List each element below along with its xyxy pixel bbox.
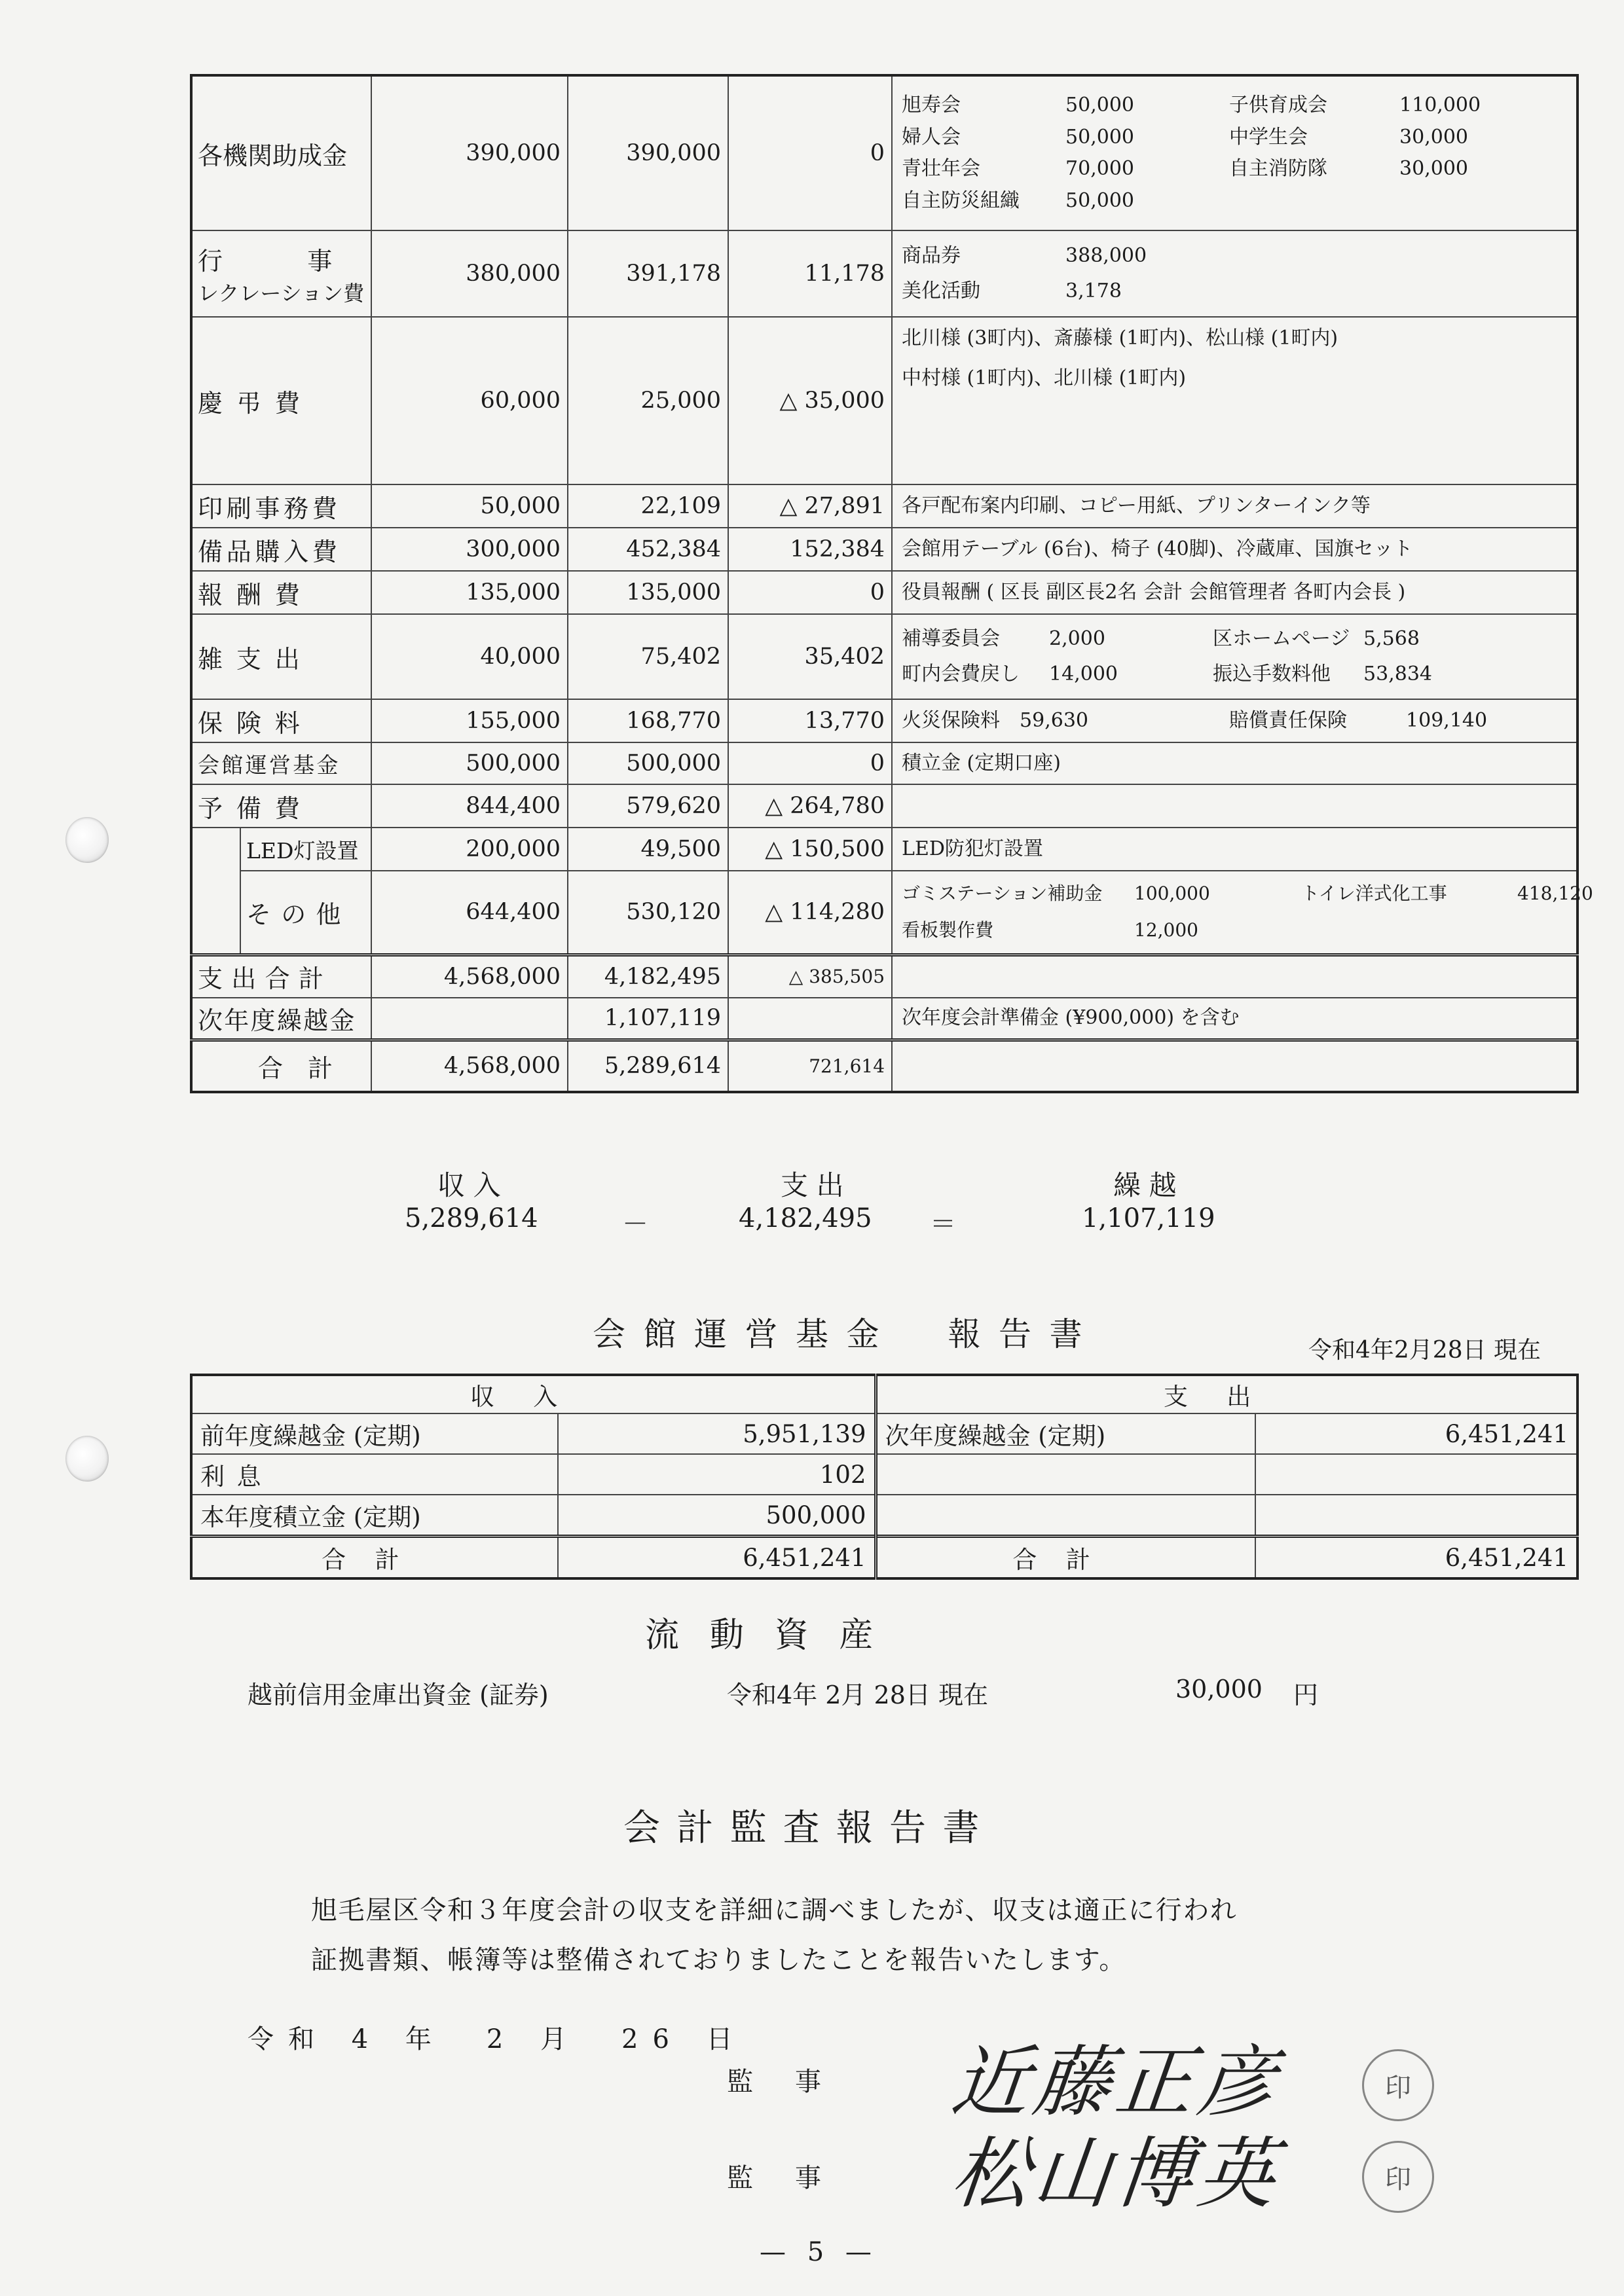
note-cell: 役員報酬 ( 区長 副区長2名 会計 会館管理者 各町内会長 )	[892, 571, 1578, 614]
actual-cell: 390,000	[568, 75, 728, 230]
current-assets-title: 流動資産	[645, 1616, 904, 1655]
asset-unit: 円	[1293, 1681, 1319, 1709]
auditor-signature-1: 近藤正彦	[947, 2037, 1285, 2127]
budget-cell: 135,000	[371, 571, 568, 614]
note-cell: LED防犯灯設置	[892, 828, 1578, 871]
audit-report-title: 会計監査報告書	[623, 1807, 996, 1850]
diff-cell: △ 27,891	[728, 484, 892, 528]
summary-equals: ＝	[930, 1209, 956, 1239]
actual-cell: 168,770	[568, 699, 728, 742]
summary-income-label: 収入	[437, 1169, 509, 1201]
note-cell: ゴミステーション補助金 100,000 トイレ洋式化工事 418,120 看板製作費 12,000	[892, 871, 1578, 955]
diff-cell: △ 385,505	[728, 955, 892, 998]
budget-cell: 644,400	[371, 871, 568, 955]
table-row	[191, 75, 1578, 230]
table-row	[191, 1495, 1578, 1537]
diff-cell: △ 264,780	[728, 784, 892, 828]
punch-hole-top	[65, 817, 109, 863]
table-row	[191, 1040, 1578, 1092]
fund-total-row	[191, 1537, 1578, 1579]
auditor-role-1: 監事	[727, 2067, 863, 2097]
fund-expense-header: 支出	[876, 1375, 1578, 1413]
item-label: 予備費	[191, 784, 371, 828]
table-row	[191, 871, 1578, 955]
item-label: 報酬費	[191, 571, 371, 614]
fund-income-amount: 102	[558, 1454, 876, 1495]
diff-cell: 35,402	[728, 614, 892, 699]
summary-minus: －	[622, 1209, 648, 1239]
actual-cell: 452,384	[568, 528, 728, 571]
note-cell	[892, 1040, 1578, 1092]
asset-amount: 30,000	[1175, 1675, 1263, 1704]
item-label: 行 事 レクレーション費	[191, 230, 371, 317]
table-row	[191, 528, 1578, 571]
note-cell: 商品券 388,000 美化活動 3,178	[892, 230, 1578, 317]
fund-income-total-label: 合計	[191, 1537, 558, 1579]
table-row	[191, 484, 1578, 528]
budget-cell	[371, 998, 568, 1040]
actual-cell: 75,402	[568, 614, 728, 699]
table-row	[191, 699, 1578, 742]
note-cell: 各戸配布案内印刷、コピー用紙、プリンターインク等	[892, 484, 1578, 528]
actual-cell: 579,620	[568, 784, 728, 828]
punch-hole-bottom	[65, 1436, 109, 1482]
note-cell: 積立金 (定期口座)	[892, 742, 1578, 784]
note-cell	[892, 955, 1578, 998]
item-label: 雑支出	[191, 614, 371, 699]
fund-income-item: 利息	[191, 1454, 558, 1495]
fund-expense-amount	[1255, 1495, 1578, 1537]
budget-cell: 390,000	[371, 75, 568, 230]
table-row	[191, 784, 1578, 828]
budget-cell: 380,000	[371, 230, 568, 317]
note-cell: 火災保険料 59,630 賠償責任保険 109,140	[892, 699, 1578, 742]
budget-cell: 844,400	[371, 784, 568, 828]
item-label: 次年度繰越金	[191, 998, 371, 1040]
actual-cell: 4,182,495	[568, 955, 728, 998]
fund-income-amount: 5,951,139	[558, 1413, 876, 1454]
actual-cell: 5,289,614	[568, 1040, 728, 1092]
fund-expense-total-label: 合計	[876, 1537, 1255, 1579]
diff-cell: △ 150,500	[728, 828, 892, 871]
fund-income-item: 前年度繰越金 (定期)	[191, 1413, 558, 1454]
budget-cell: 4,568,000	[371, 955, 568, 998]
actual-cell: 391,178	[568, 230, 728, 317]
summary-income: 5,289,614	[405, 1203, 538, 1233]
diff-cell: 0	[728, 571, 892, 614]
audit-text-line2: 証拠書類、帳簿等は整備されておりましたことを報告いたします。	[311, 1945, 1126, 1975]
note-cell: 補導委員会 2,000 区ホームページ 5,568 町内会費戻し 14,000 振込手数料他 53,834	[892, 614, 1578, 699]
actual-cell: 49,500	[568, 828, 728, 871]
actual-cell: 135,000	[568, 571, 728, 614]
fund-table	[190, 1374, 1579, 1580]
auditor-signature-2: 松山博英	[947, 2128, 1285, 2219]
actual-cell: 25,000	[568, 317, 728, 484]
budget-cell: 300,000	[371, 528, 568, 571]
summary-carry-label: 繰越	[1113, 1169, 1185, 1201]
item-label: 各機関助成金	[191, 75, 371, 230]
audit-date: 令和 4 年 2 月 26 日	[248, 2024, 747, 2054]
table-row	[191, 828, 1578, 871]
actual-cell: 22,109	[568, 484, 728, 528]
fund-expense-item: 次年度繰越金 (定期)	[876, 1413, 1255, 1454]
note-cell: 北川様 (3町内)、斎藤様 (1町内)、松山様 (1町内) 中村様 (1町内)、北川様 (1町内)	[892, 317, 1578, 484]
fund-income-header: 収入	[191, 1375, 876, 1413]
auditor-seal-1: 印	[1362, 2049, 1434, 2121]
note-cell: 次年度会計準備金 (¥900,000) を含む	[892, 998, 1578, 1040]
budget-cell: 60,000	[371, 317, 568, 484]
budget-cell: 500,000	[371, 742, 568, 784]
asset-item: 越前信用金庫出資金 (証券)	[248, 1681, 549, 1709]
table-row	[191, 571, 1578, 614]
item-label: 印刷事務費	[191, 484, 371, 528]
table-row	[191, 742, 1578, 784]
table-row	[191, 1413, 1578, 1454]
item-label: 合 計	[191, 1040, 371, 1092]
fund-expense-item	[876, 1454, 1255, 1495]
budget-cell: 40,000	[371, 614, 568, 699]
asset-date: 令和4年 2月 28日 現在	[727, 1681, 988, 1709]
actual-cell: 530,120	[568, 871, 728, 955]
fund-report-title: 会館運営基金 報告書	[593, 1315, 1100, 1353]
note-cell: 会館用テーブル (6台)、椅子 (40脚)、冷蔵庫、国旗セット	[892, 528, 1578, 571]
diff-cell: △ 35,000	[728, 317, 892, 484]
fund-expense-amount	[1255, 1454, 1578, 1495]
budget-cell: 155,000	[371, 699, 568, 742]
item-label: その他	[240, 871, 371, 955]
item-label: 備品購入費	[191, 528, 371, 571]
budget-cell: 200,000	[371, 828, 568, 871]
diff-cell: △ 114,280	[728, 871, 892, 955]
summary-expense: 4,182,495	[739, 1203, 872, 1233]
fund-expense-total: 6,451,241	[1255, 1537, 1578, 1579]
budget-cell: 4,568,000	[371, 1040, 568, 1092]
table-row	[191, 317, 1578, 484]
item-label: 保険料	[191, 699, 371, 742]
note-cell	[892, 784, 1578, 828]
table-row	[191, 614, 1578, 699]
fund-income-item: 本年度積立金 (定期)	[191, 1495, 558, 1537]
page-number: — 5 —	[760, 2237, 878, 2267]
diff-cell: 721,614	[728, 1040, 892, 1092]
fund-income-total: 6,451,241	[558, 1537, 876, 1579]
diff-cell	[728, 998, 892, 1040]
item-label: LED灯設置	[240, 828, 371, 871]
expense-table	[190, 74, 1593, 1093]
fund-expense-item	[876, 1495, 1255, 1537]
actual-cell: 1,107,119	[568, 998, 728, 1040]
fund-expense-amount: 6,451,241	[1255, 1413, 1578, 1454]
fund-report-date: 令和4年2月28日 現在	[1308, 1337, 1541, 1364]
audit-text-line1: 旭毛屋区令和３年度会計の収支を詳細に調べましたが、収支は適正に行われ	[311, 1895, 1238, 1925]
item-label: 支出合計	[191, 955, 371, 998]
fund-income-amount: 500,000	[558, 1495, 876, 1537]
fund-header-row	[191, 1375, 1578, 1413]
note-cell: 旭寿会 50,000 子供育成会 110,000 婦人会 50,000 中学生会 30,000 青壮年会 70,000 自主消防隊 30,000 自主防災組織 50,000	[892, 75, 1578, 230]
item-label: 慶弔費	[191, 317, 371, 484]
diff-cell: 0	[728, 742, 892, 784]
table-row	[191, 230, 1578, 317]
diff-cell: 0	[728, 75, 892, 230]
item-label: 会館運営基金	[191, 742, 371, 784]
diff-cell: 13,770	[728, 699, 892, 742]
budget-cell: 50,000	[371, 484, 568, 528]
auditor-seal-2: 印	[1362, 2141, 1434, 2213]
auditor-role-2: 監事	[727, 2163, 863, 2193]
table-row	[191, 955, 1578, 998]
summary-expense-label: 支出	[781, 1169, 853, 1201]
diff-cell: 152,384	[728, 528, 892, 571]
summary-carry: 1,107,119	[1082, 1203, 1215, 1233]
actual-cell: 500,000	[568, 742, 728, 784]
table-row	[191, 998, 1578, 1040]
table-row	[191, 1454, 1578, 1495]
diff-cell: 11,178	[728, 230, 892, 317]
